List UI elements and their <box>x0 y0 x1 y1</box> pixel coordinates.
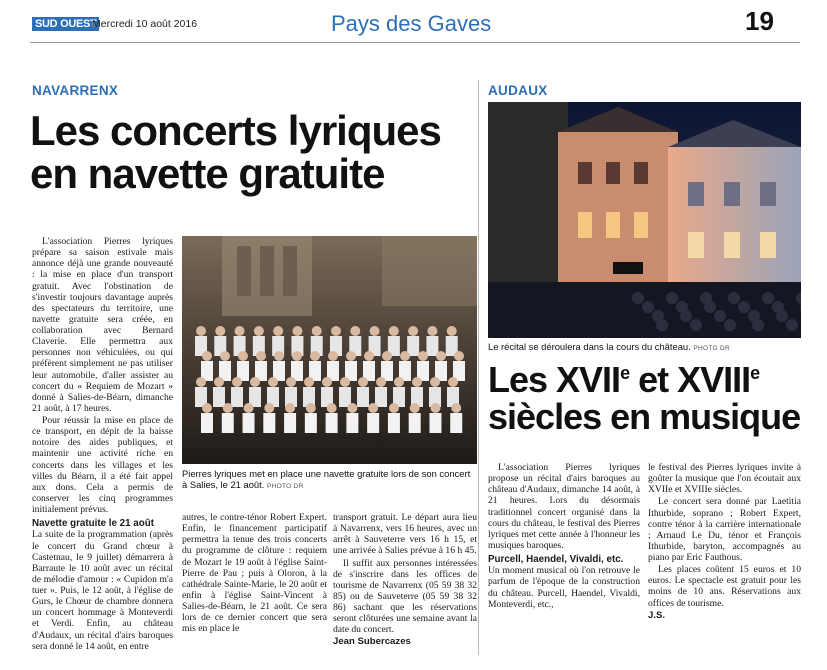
chorister-body <box>243 413 255 433</box>
audience-member <box>714 310 726 322</box>
chorister-head <box>389 403 399 413</box>
chorister-body <box>357 387 369 407</box>
chorister-head <box>254 326 264 336</box>
photo-credit: PHOTO DR <box>693 345 730 352</box>
chorister-body <box>339 387 351 407</box>
caption-text: Le récital se déroulera dans la cours du château. <box>488 341 691 352</box>
newspaper-logo: SUD OUEST <box>32 17 99 31</box>
article1-column-3 <box>333 512 477 657</box>
audience-member <box>728 292 740 304</box>
article1-column-2 <box>182 512 327 657</box>
chorister-head <box>430 403 440 413</box>
chorister-head <box>322 377 332 387</box>
chorister-head <box>418 351 428 361</box>
chorister-head <box>448 377 458 387</box>
chorister-body <box>375 387 387 407</box>
chorister-head <box>274 351 284 361</box>
chorister-head <box>389 326 399 336</box>
chorister-body <box>222 413 234 433</box>
article2-headline: Les XVIIe et XVIIIe siècles en musique <box>488 359 801 437</box>
audience-member <box>642 301 654 313</box>
audience-member <box>632 292 644 304</box>
article1-paragraph: Pour réussir la mise en place de ce transport, en dépit de la baisse notoire des aides publiques, et maintenir une activité riche en concerts dans les villages et les villes du Béarn, il a été fait appel aux dons. Cela a permis de conserver les cinq programmes initialement prévus. <box>32 415 173 515</box>
chorister-body <box>367 413 379 433</box>
chorister-head <box>285 403 295 413</box>
chorister-head <box>214 377 224 387</box>
chorister-head <box>310 351 320 361</box>
chorister-head <box>238 351 248 361</box>
chorister-head <box>436 351 446 361</box>
chorister-head <box>408 326 418 336</box>
chorister-head <box>346 351 356 361</box>
chateau-illustration <box>488 102 801 338</box>
chorister-head <box>376 377 386 387</box>
article1-subhead: Navette gratuite le 21 août <box>32 518 154 530</box>
chorister-head <box>340 377 350 387</box>
chorister-head <box>370 326 380 336</box>
chorister-head <box>220 351 230 361</box>
chorister-body <box>326 413 338 433</box>
chorister-body <box>346 413 358 433</box>
chorister-head <box>350 326 360 336</box>
chorister-head <box>273 326 283 336</box>
chorister-body <box>284 413 296 433</box>
article1-photo-caption <box>182 468 477 491</box>
chorister-head <box>412 377 422 387</box>
audience-member <box>762 292 774 304</box>
chorister-head <box>451 403 461 413</box>
section-title: Pays des Gaves <box>331 11 492 36</box>
chorister-head <box>264 403 274 413</box>
article1-headline: Les concerts lyriques en navette gratuite <box>30 107 441 197</box>
chorister-head <box>327 403 337 413</box>
chorister-head <box>292 351 302 361</box>
audience-member <box>776 310 788 322</box>
chorister-body <box>305 413 317 433</box>
article1-column-1 <box>32 236 173 661</box>
chorister-body <box>201 413 213 433</box>
chorister-body <box>426 336 438 356</box>
chorister-head <box>331 326 341 336</box>
article1-paragraph: L'association Pierres lyriques prépare sa saison estivale mais annonce déjà une grande nouveauté : la mise en place d'un transport gratuit. Avec l'obstination de s'investir toujours davantage auprès des spectateurs du territoire, une navette gratuite sera créée, en collaboration avec Bernard Claverie. Elle permettra aux personnes non véhiculées, ou qui préfèrent simplement ne pas utiliser leur automobile, d'aller assister au concert du « Requiem de Mozart » donné à Salies-de-Béarn, dimanche 21 août, à 17 heures. <box>32 236 173 414</box>
audience-member <box>666 292 678 304</box>
article1-paragraph: Il suffit aux personnes intéressées de s'inscrire dans les offices de tourisme de Navarrenx (05 59 38 32 85) ou de Sauveterre (05 59 38 32 86) sachant que les réservations seront clôturées une semaine avant la date du concert. <box>333 557 477 636</box>
chateau-photo <box>488 102 801 338</box>
chorister-head <box>382 351 392 361</box>
chorister-head <box>202 403 212 413</box>
chorister-body <box>409 413 421 433</box>
article2-author: J.S. <box>648 609 666 621</box>
chorister-head <box>312 326 322 336</box>
chorister-body <box>429 413 441 433</box>
article2-subhead: Purcell, Haendel, Vivaldi, etc. <box>488 554 624 565</box>
article2-paragraph: Les places coûtent 15 euros et 10 euros. Le spectacle est gratuit pour les moins de 10 ans. Réservations aux offices de tourisme. <box>648 564 801 609</box>
choir-photo <box>182 236 477 464</box>
chorister-body <box>450 413 462 433</box>
chorister-head <box>368 403 378 413</box>
chorister-head <box>244 403 254 413</box>
chorister-head <box>250 377 260 387</box>
article2-paragraph: Un moment musical où l'on retrouve le parfum de l'époque de la construction du château. Purcell, Haendel, Vivaldi, Monteverdi, etc., <box>488 565 640 610</box>
audience-member <box>724 319 736 331</box>
audience-member <box>752 319 764 331</box>
article2-paragraph: Le concert sera donné par Laetitia Ithurbide, soprano ; Robert Expert, contre ténor à la carrière internationale ; Arnaud Le Du, ténor et François Ithurbide, baryton, accompagnés au piano par Eric Fauthous. <box>648 496 801 563</box>
audience-member <box>704 301 716 313</box>
chorister-head <box>292 326 302 336</box>
chorister-head <box>286 377 296 387</box>
audience-member <box>786 319 798 331</box>
article1-paragraph: transport gratuit. Le départ aura lieu à Navarrenx, vers 16 heures, avec un arrêt à Sauveterre vers 16 h 15, et une arrivée à Salies prévue à 16 h 45. <box>333 512 477 557</box>
article1-author: Jean Subercazes <box>333 636 411 648</box>
chorister-head <box>347 403 357 413</box>
column-divider <box>478 80 479 655</box>
chorister-head <box>394 377 404 387</box>
issue-date: Mercredi 10 août 2016 <box>92 18 198 30</box>
chorister-head <box>454 351 464 361</box>
article2-column-2 <box>648 462 801 657</box>
chorister-head <box>410 403 420 413</box>
chorister-head <box>364 351 374 361</box>
article2-paragraph: L'association Pierres lyriques propose un récital d'airs baroques au château d'Audaux, dimanche 14 août, à 21 heures. Lors du désormais traditionnel concert organisé dans la cours du château, le festival des Pierres lyriques met cette année à l'honneur les musiques baroques. <box>488 462 640 551</box>
chorister-body <box>388 413 400 433</box>
chorister-head <box>306 403 316 413</box>
chorister-head <box>215 326 225 336</box>
choir-illustration <box>182 236 477 464</box>
article1-kicker: NAVARRENX <box>32 83 119 98</box>
article2-kicker: AUDAUX <box>488 83 548 98</box>
chorister-head <box>256 351 266 361</box>
chorister-head <box>202 351 212 361</box>
chorister-head <box>328 351 338 361</box>
chorister-head <box>304 377 314 387</box>
chorister-head <box>400 351 410 361</box>
audience-member <box>690 319 702 331</box>
chorister-head <box>196 326 206 336</box>
audience-member <box>680 310 692 322</box>
photo-credit: PHOTO DR <box>266 483 304 491</box>
header-rule <box>30 42 800 43</box>
audience-member <box>738 301 750 313</box>
article2-paragraph: le festival des Pierres lyriques invite à goûter la musique que l'on écoutait aux XVIIe et XVIIIe siècles. <box>648 462 801 496</box>
article2-photo-caption <box>488 341 801 353</box>
chorister-head <box>358 377 368 387</box>
chorister-head <box>268 377 278 387</box>
chorister-head <box>430 377 440 387</box>
caption-text: Pierres lyriques met en place une navette gratuite lors de son concert à Salies, le 21 août. <box>182 468 471 491</box>
article1-paragraph: La suite de la programmation (après le concert du Grand chœur à Castetnau, le 9 juillet) démarrera à Barraute le 10 août avec un récital de mélodie d'amour : « Cupidon m'a tuer ». Puis, le 12 août, à l'église de Gurs, le Chœur de chambre donnera un concert hommage à Monteverdi et Verdi. Enfin, au château d'Audaux, un récital d'airs baroques sera donné le 14 août, en entre <box>32 529 173 652</box>
chorister-head <box>427 326 437 336</box>
chorister-body <box>213 387 225 407</box>
chorister-head <box>447 326 457 336</box>
chorister-head <box>232 377 242 387</box>
audience-member <box>656 319 668 331</box>
chorister-body <box>263 413 275 433</box>
chorister-head <box>235 326 245 336</box>
chorister-body <box>231 387 243 407</box>
page-number: 19 <box>745 6 774 36</box>
article2-column-1 <box>488 462 640 657</box>
chorister-head <box>223 403 233 413</box>
article1-paragraph-continued: autres, le contre-ténor Robert Expert. Enfin, le financement participatif permettra la tenue des trois concerts du programme de clôture : requiem de Mozart le 19 août à l'église Saint-Pierre de Pau ; puis à Oloron, à la cathédrale Sainte-Marie, le 20 août et enfin à l'église Saint-Vincent à Salies-de-Béarn, le 21 août. Ce sera lors de ce dernier concert que sera mis en place le <box>182 512 327 635</box>
chorister-head <box>196 377 206 387</box>
